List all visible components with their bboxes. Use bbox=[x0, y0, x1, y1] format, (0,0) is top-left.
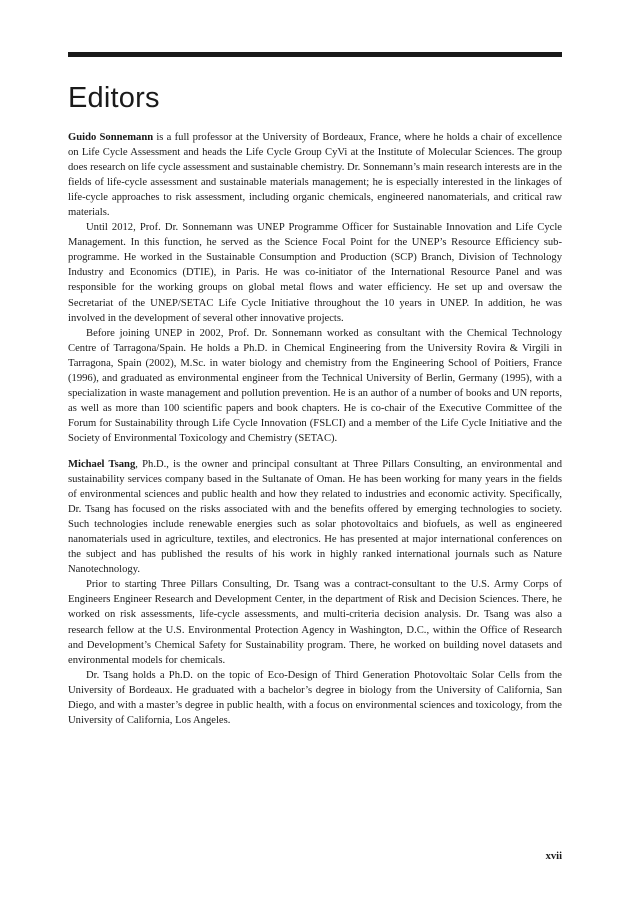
tsang-bio-paragraph-1 bbox=[68, 457, 562, 577]
tsang-bio-paragraph-2: Prior to starting Three Pillars Consulting, Dr. Tsang was a contract-consultant to the U.S. Army Corps of Engineers Engineer Research and Development Center, in the department of Risk and Decision Sciences. There, he worked on risk assessments, life-cycle assessments, and multi-criteria decision analysis. Dr. Tsang was also a research fellow at the U.S. Environmental Protection Agency in Washington, D.C., within the Office of Research and Development’s Chemical Safety for Sustainability program. There, he worked on building novel datasets and environmental models for chemicals. bbox=[68, 579, 562, 666]
sonnemann-bio-paragraph-1 bbox=[68, 130, 562, 220]
tsang-bio-paragraph-3: Dr. Tsang holds a Ph.D. on the topic of Eco-Design of Third Generation Photovoltaic Solar Cells from the University of Bordeaux. He graduated with a bachelor’s degree in biology from the University of California, San Diego, and with a master’s degree in public health, with a focus on environmental sciences and toxicology, from the University of California, Los Angeles. bbox=[68, 669, 562, 726]
tsang-bio-text-1: , Ph.D., is the owner and principal consultant at Three Pillars Consulting, an environmental and sustainability services company based in the Sultanate of Oman. He has been working for many years in the fields of environmental sciences and public health and how they related to industries and economic activity. Specifically, Dr. Tsang has focused on the risks associated with and the benefits offered by emerging technologies to society. Such technologies include renewable energies such as solar photovoltaics and biofuels, as well as engineered nanomaterials used in agriculture, textiles, and electronics. He has presented at major international conferences on the subject and has published the results of his work in highly ranked international journals such as Nature Nanotechnology. bbox=[68, 458, 562, 576]
sonnemann-bio-text-1: is a full professor at the University of Bordeaux, France, where he holds a chair of excellence on Life Cycle Assessment and heads the Life Cycle Group CyVi at the Institute of Molecular Sciences. The group does research on life cycle assessment and sustainable chemistry. Dr. Sonnemann’s main research interests are in the fields of life-cycle assessment and sustainable materials management; he is especially interested in the linkages of life-cycle approaches to risk assessment, including organic chemicals, engineered nanomaterials, and critical raw materials. bbox=[68, 132, 562, 219]
page-title: Editors bbox=[68, 82, 160, 114]
sonnemann-name: Guido Sonnemann bbox=[68, 132, 154, 143]
sonnemann-bio-paragraph-3: Before joining UNEP in 2002, Prof. Dr. Sonnemann worked as consultant with the Chemical Technology Centre of Tarragona/Spain. He holds a Ph.D. in Chemical Engineering from the University Rovira & Virgili in Tarragona, Spain (2002), M.Sc. in water biology and chemistry from the Engineering School of Poitiers, France (1996), and graduated as environmental engineer from the Technical University of Berlin, Germany (1995), with a specialization in waste management and pollution prevention. He is an author of a number of books and UN reports, as well as more than 100 scientific papers and book chapters. He is co-chair of the Executive Committee of the Forum for Sustainability through Life Cycle Innovation (FSLCI) and a member of the Life Cycle Initiative and the Society of Environmental Toxicology and Chemistry (SETAC). bbox=[68, 327, 562, 444]
page-number: xvii bbox=[545, 851, 562, 862]
header-rule bbox=[68, 52, 562, 57]
sonnemann-bio-paragraph-2: Until 2012, Prof. Dr. Sonnemann was UNEP Programme Officer for Sustainable Innovation and Life Cycle Management. In this function, he served as the Science Focal Point for the UNEP’s Resource Efficiency sub-programme. He worked in the Sustainable Consumption and Production (SCP) Branch, Division of Technology Industry and Economics (DTIE), in Paris. He was co-initiator of the International Resource Panel and was responsible for the working groups on global metal flows and water efficiency. He set up and oversaw the Secretariat of the UNEP/SETAC Life Cycle Initiative throughout the 10 years in UNEP. In addition, he was involved in the development of several other innovative projects. bbox=[68, 222, 562, 324]
tsang-name: Michael Tsang bbox=[68, 458, 136, 470]
editors-body bbox=[68, 130, 562, 728]
